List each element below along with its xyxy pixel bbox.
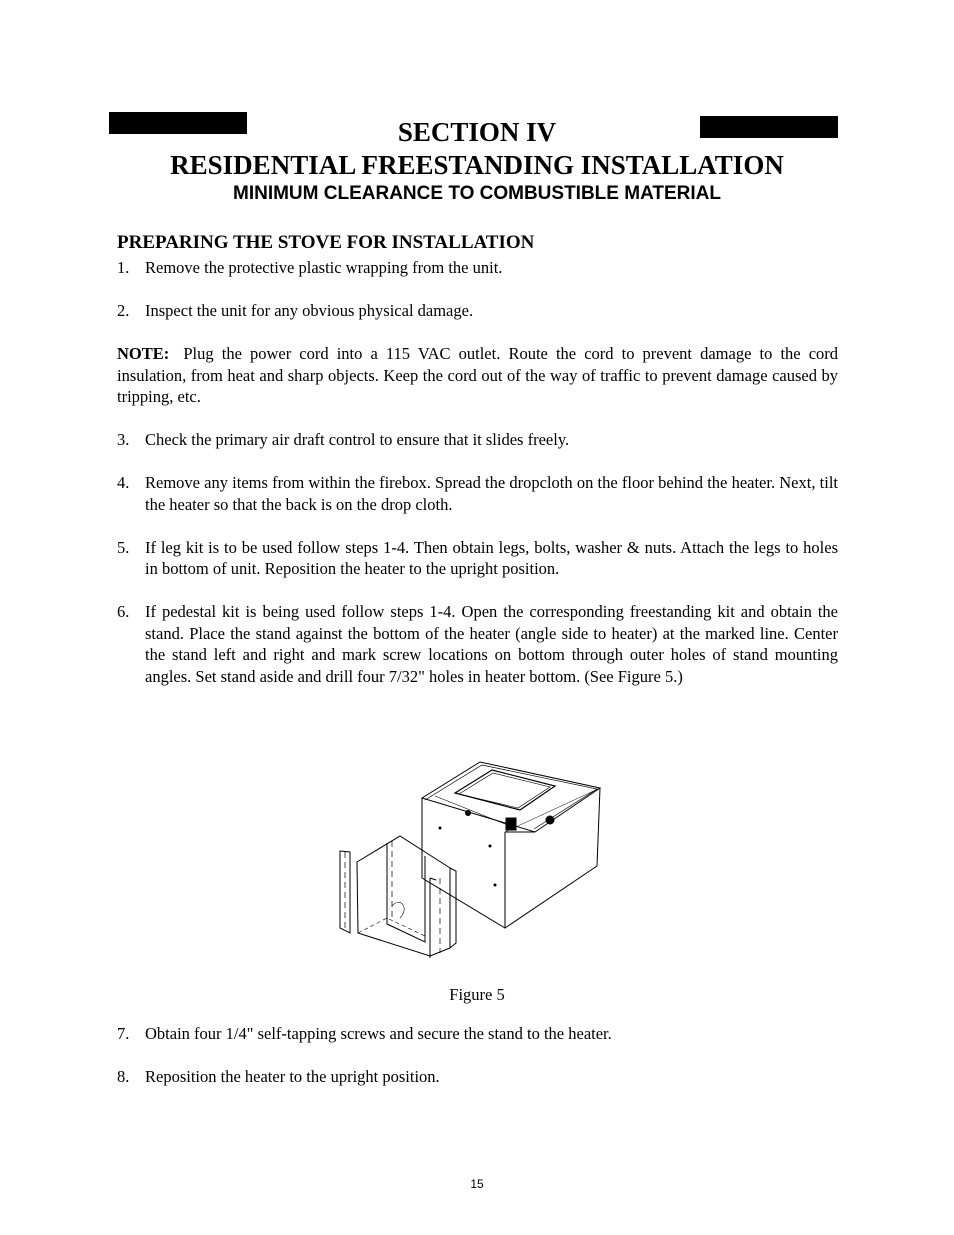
stove-stand-illustration [330,728,610,973]
note-text: Plug the power cord into a 115 VAC outlet. Route the cord to prevent damage to the cord insulation, from heat and sharp objects. Keep the cord out of the way of traffic to prevent damage caused by tripping, etc. [117,344,839,406]
steps-list-continued [117,1023,838,1088]
list-item: 2. Inspect the unit for any obvious physical damage. [117,301,474,320]
section-heading: PREPARING THE STOVE FOR INSTALLATION [117,232,535,253]
section-number: SECTION IV [397,117,557,147]
page-number: 15 [470,1177,484,1191]
steps-list [117,257,838,687]
page-title: RESIDENTIAL FREESTANDING INSTALLATION [170,150,784,180]
list-item: 4. Remove any items from within the firebox. Spread the dropcloth on the floor behind the heater. Next, tilt the heater so that the back is on the drop cloth. [117,473,838,514]
list-item: 1. Remove the protective plastic wrapping from the unit. [117,258,503,277]
list-item: 7. Obtain four 1/4" self-tapping screws and secure the stand to the heater. [117,1024,612,1043]
list-item: 8. Reposition the heater to the upright position. [117,1067,440,1086]
list-item: 5. If leg kit is to be used follow steps 1-4. Then obtain legs, bolts, washer & nuts. Attach the legs to holes in bottom of unit. Reposition the heater to the upright position. [117,537,838,578]
note-paragraph [117,343,838,408]
list-item: 6. If pedestal kit is being used follow steps 1-4. Open the corresponding freestanding kit and obtain the stand. Place the stand against the bottom of the heater (angle side to heater) at the marked line. Center the stand left and right and mark screw locations on bottom through outer holes of stand mounting angles. Set stand aside and drill four 7/32" holes in heater bottom. (See Figure 5.) [117,602,838,686]
list-item: 3. Check the primary air draft control to ensure that it slides freely. [117,430,570,449]
figure-caption: Figure 5 [449,985,505,1004]
page-subtitle: MINIMUM CLEARANCE TO COMBUSTIBLE MATERIAL [233,183,721,204]
note-label: NOTE: [117,344,170,363]
